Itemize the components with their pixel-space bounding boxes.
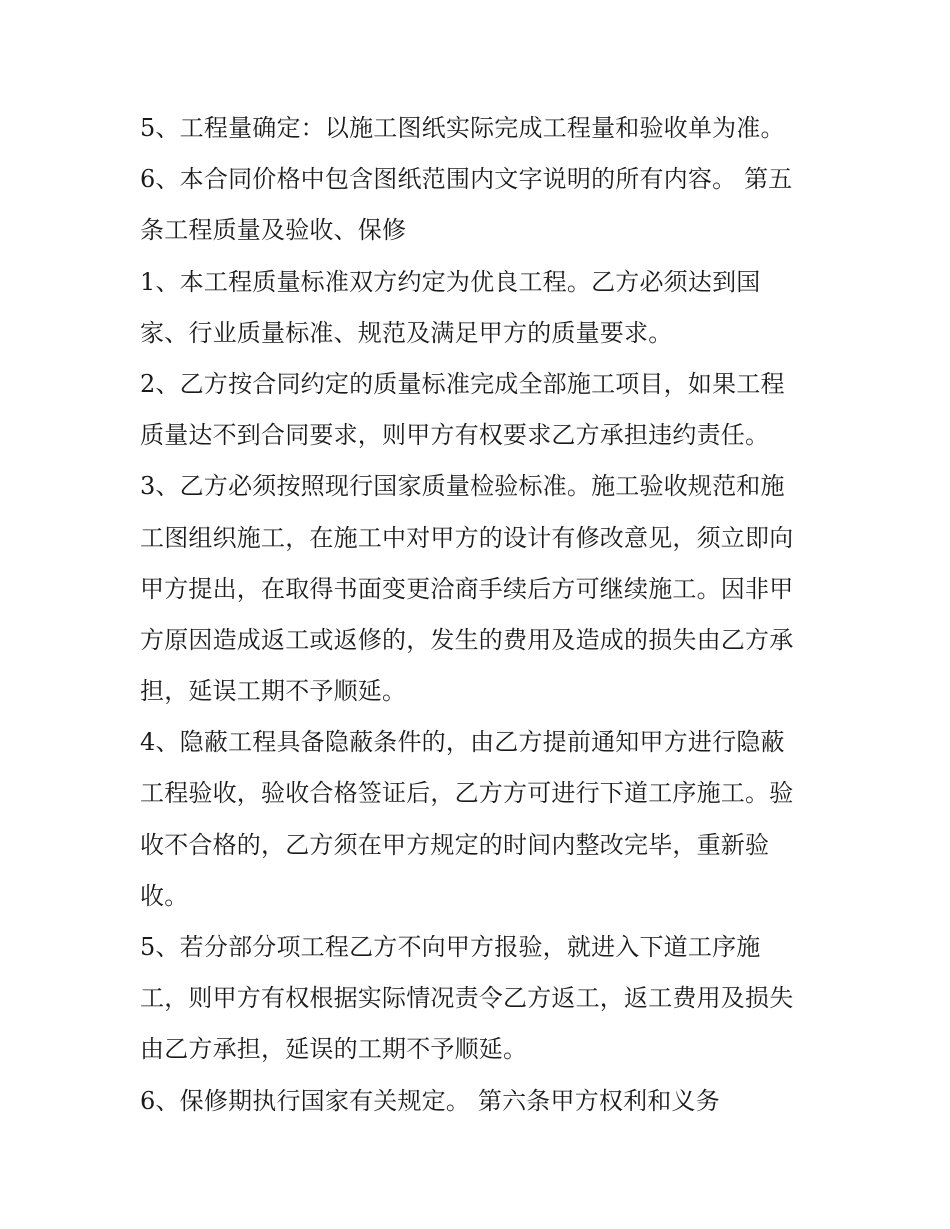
text-line: 3、乙方必须按照现行国家质量检验标准。施工验收规范和施 <box>140 472 785 501</box>
text-line: 5、若分部分项工程乙方不向甲方报验，就进入下道工序施 <box>140 933 761 961</box>
text-line: 担，延误工期不予顺延。 <box>140 677 407 706</box>
text-line: 收不合格的，乙方须在甲方规定的时间内整改完毕，重新验 <box>140 830 770 859</box>
text-line: 条工程质量及验收、保修 <box>140 216 407 245</box>
text-line: 家、行业质量标准、规范及满足甲方的质量要求。 <box>140 318 673 347</box>
text-line: 工图组织施工，在施工中对甲方的设计有修改意见，须立即向 <box>140 523 794 552</box>
text-line: 方原因造成返工或返修的，发生的费用及造成的损失由乙方承 <box>140 625 794 654</box>
text-line: 工程验收，验收合格签证后，乙方方可进行下道工序施工。验 <box>140 779 794 808</box>
text-line: 由乙方承担，延误的工期不予顺延。 <box>140 1035 528 1064</box>
text-line: 工，则甲方有权根据实际情况责令乙方返工，返工费用及损失 <box>140 984 794 1013</box>
text-line: 1、本工程质量标准双方约定为优良工程。乙方必须达到国 <box>140 267 761 296</box>
text-line: 6、保修期执行国家有关规定。 第六条甲方权利和义务 <box>140 1086 720 1115</box>
text-line: 甲方提出，在取得书面变更洽商手续后方可继续施工。因非甲 <box>140 574 794 603</box>
text-line: 2、乙方按合同约定的质量标准完成全部施工项目，如果工程 <box>140 369 785 398</box>
text-line: 4、隐蔽工程具备隐蔽条件的，由乙方提前通知甲方进行隐蔽 <box>140 728 785 757</box>
document-body <box>140 103 820 1127</box>
text-line: 质量达不到合同要求，则甲方有权要求乙方承担违约责任。 <box>140 421 770 450</box>
text-line: 收。 <box>140 881 189 910</box>
text-line: 5、工程量确定：以施工图纸实际完成工程量和验收单为准。 <box>140 114 785 142</box>
text-line: 6、本合同价格中包含图纸范围内文字说明的所有内容。 第五 <box>140 165 793 194</box>
